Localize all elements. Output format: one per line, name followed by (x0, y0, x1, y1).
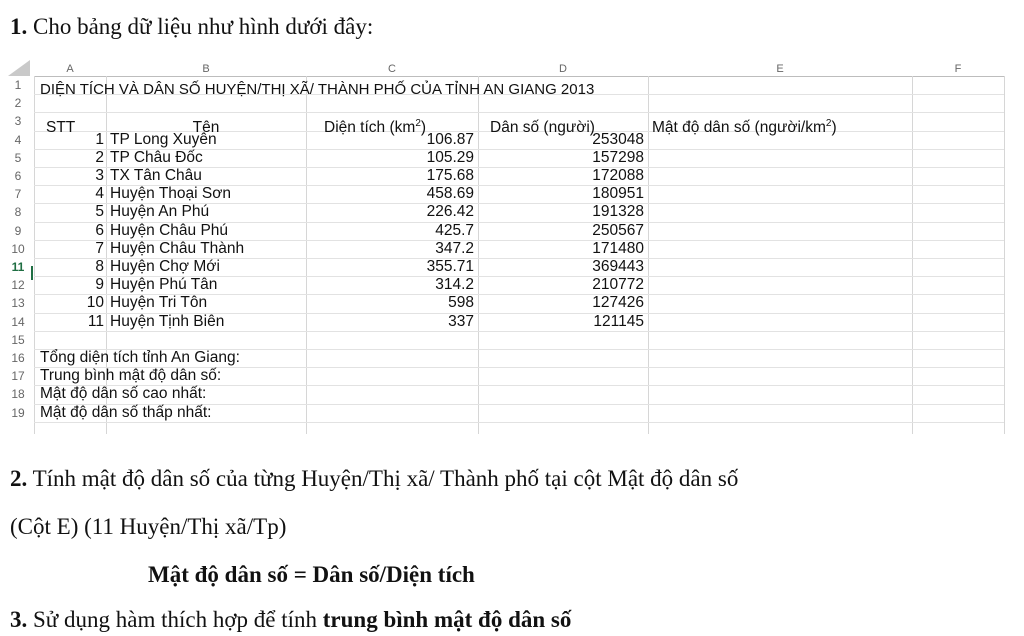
question-2 (10, 466, 738, 492)
row-number: 1 (14, 78, 22, 92)
header-ten: Tên (192, 119, 220, 136)
summary-label: Tổng diện tích tỉnh An Giang: (40, 349, 240, 366)
question-1-text: Cho bảng dữ liệu như hình dưới đây: (27, 14, 374, 39)
question-3-text: Sử dụng hàm thích hợp để tính (27, 607, 323, 632)
row-number: 13 (11, 296, 25, 311)
cell-dien-tich: 598 (448, 294, 474, 312)
row-number: 5 (14, 150, 22, 165)
cell-ten: Huyện Châu Phú (110, 221, 229, 239)
column-header-e: E (776, 63, 784, 75)
cell-stt: 8 (95, 258, 104, 275)
cell-ten: Huyện An Phú (110, 203, 210, 221)
column-gridline (1004, 76, 1005, 434)
density-formula: Mật độ dân số = Dân số/Diện tích (148, 562, 475, 587)
cell-ten: Huyện Tri Tôn (110, 294, 208, 312)
cell-dien-tich: 106.87 (426, 130, 474, 148)
question-3-number: 3. (10, 607, 28, 632)
cell-dan-so: 121145 (593, 312, 644, 330)
cell-dan-so: 369443 (592, 258, 644, 275)
question-3 (10, 607, 571, 633)
question-2-text: Tính mật độ dân số của từng Huyện/Thị xã/ Thành phố tại cột Mật độ dân số (27, 466, 739, 491)
row-number: 18 (11, 387, 25, 402)
cell-dien-tich: 175.68 (426, 167, 474, 184)
cell-dien-tich: 314.2 (435, 276, 474, 294)
row-number: 4 (14, 132, 22, 147)
row-number: 17 (11, 369, 25, 384)
question-3-bold-text: trung bình mật độ dân số (322, 607, 572, 632)
row-number: 14 (11, 314, 25, 329)
cell-ten: Huyện Tịnh Biên (110, 312, 225, 330)
summary-label: Mật độ dân số thấp nhất: (40, 403, 212, 421)
cell-dan-so: 253048 (592, 130, 644, 148)
cell-dien-tich: 105.29 (426, 148, 474, 166)
row-number: 9 (14, 223, 22, 238)
cell-dien-tich: 337 (448, 312, 474, 330)
cell-stt: 6 (95, 221, 104, 239)
column-header-b: B (202, 63, 210, 75)
header-stt: STT (46, 119, 76, 136)
cell-stt: 3 (95, 167, 104, 184)
cell-dan-so: 250567 (592, 221, 644, 239)
select-all-corner (8, 60, 30, 76)
row-number: 19 (11, 405, 25, 420)
row-number: 2 (14, 96, 22, 111)
column-header-d: D (559, 63, 567, 75)
column-header-c: C (388, 63, 396, 75)
summary-label: Trung bình mật độ dân số: (40, 367, 222, 385)
cell-stt: 4 (95, 185, 104, 203)
cell-ten: Huyện Châu Thành (110, 239, 245, 257)
cell-dan-so: 171480 (592, 239, 644, 257)
row-number: 7 (14, 187, 22, 202)
cell-ten: TP Châu Đốc (110, 148, 203, 166)
cell-stt: 9 (95, 276, 104, 294)
cell-dan-so: 157298 (592, 148, 644, 166)
row-number: 6 (14, 169, 22, 183)
header-dien-tich: Diện tích $(km^2)$ (324, 117, 427, 136)
sheet-title: DIỆN TÍCH VÀ DÂN SỐ HUYỆN/THỊ XÃ/ THÀNH PHỐ CỦA TỈNH AN GIANG 2013 (40, 81, 595, 98)
row-number: 8 (14, 205, 22, 220)
cell-ten: TX Tân Châu (110, 167, 202, 184)
cell-dan-so: 127426 (592, 294, 644, 312)
selected-row-marker (31, 266, 33, 280)
row-number: 15 (11, 332, 25, 347)
header-mat-do: Mật độ dân số $(người/km^2)$ (652, 117, 837, 136)
cell-dan-so: 191328 (592, 203, 644, 221)
cell-stt: 5 (95, 203, 104, 221)
cell-dan-so: 210772 (592, 276, 644, 294)
cell-ten: Huyện Thoại Sơn (110, 185, 232, 203)
cell-stt: 1 (95, 130, 104, 148)
row-number: 10 (11, 241, 25, 256)
row-number: 3 (14, 114, 22, 129)
cell-ten: Huyện Chợ Mới (110, 258, 220, 275)
column-header-f: F (954, 63, 962, 75)
question-1 (10, 14, 373, 40)
cell-stt: 10 (86, 294, 104, 312)
header-dan-so: Dân số (người) (490, 119, 595, 136)
cell-dien-tich: 458.69 (426, 185, 474, 203)
cell-ten: TP Long Xuyên (110, 130, 217, 148)
cell-dien-tich: 347.2 (435, 239, 474, 257)
cell-stt: 7 (95, 239, 104, 257)
cell-dien-tich: 355.71 (426, 258, 474, 275)
row-gridline (34, 422, 1004, 423)
cell-ten: Huyện Phú Tân (110, 276, 218, 294)
row-gridline (34, 112, 1004, 113)
summary-label: Mật độ dân số cao nhất: (40, 385, 207, 403)
question-2-line-2: (Cột E) (11 Huyện/Thị xã/Tp) (10, 514, 287, 539)
cell-dien-tich: 425.7 (435, 221, 474, 239)
cell-dan-so: 180951 (592, 185, 644, 203)
question-1-number: 1. (10, 14, 28, 39)
cell-dien-tich: 226.42 (426, 203, 474, 221)
row-gridline (34, 331, 1004, 332)
question-2-number: 2. (10, 466, 28, 491)
spreadsheet-image (8, 60, 1004, 436)
row-number: 12 (11, 278, 25, 293)
row-number: 11 (11, 260, 25, 274)
column-header-a: A (66, 63, 74, 75)
cell-stt: 2 (95, 148, 104, 166)
cell-dan-so: 172088 (592, 167, 644, 184)
cell-stt: 11 (87, 312, 104, 330)
row-number: 16 (11, 351, 25, 365)
